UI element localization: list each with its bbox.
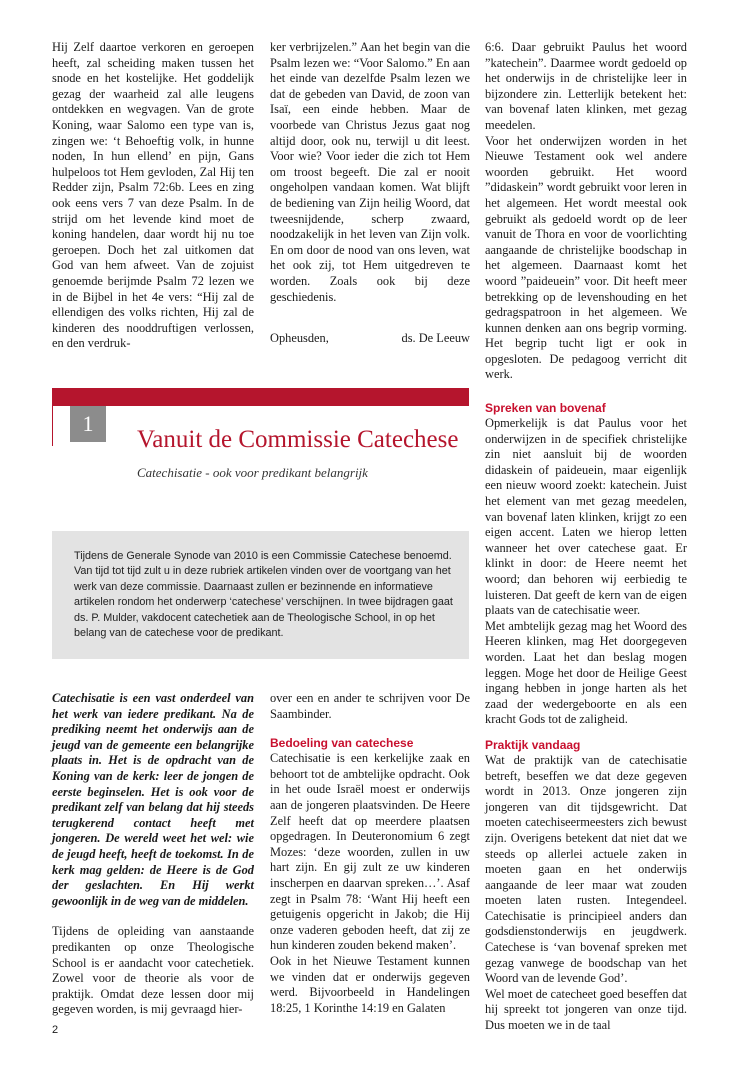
- body-paragraph: ker verbrijzelen.” Aan het begin van die Psalm lezen we: “Voor Salomo.” En aan het einde van dezelfde Psalm lezen we dat de gebeden van David, de zoon van Isaï, een einde hebben. Maar de voorbede van Christus Jezus gaat nog altijd door, ook nu, terwijl u dit leest. Voor wie? Voor ieder die zich tot Hem om troost begeeft. Die zal er nooit ongeholpen vandaan komen. Wat blijft de bediening van Zijn heilig Woord, dat tweesnijdende, scherp zwaard, noodzakelijk in het leven van Zijn volk. En om door de nood van ons leven, wat het ook zij, tot Hem uitgedreven te worden. Zoals ook bij deze geschiedenis.: [270, 40, 470, 304]
- section-header-rule: [52, 406, 53, 446]
- column-2-top: [270, 40, 470, 347]
- subheading: Bedoeling van catechese: [270, 736, 414, 751]
- body-paragraph: over een en ander te schrijven voor De Saambinder.: [270, 691, 470, 721]
- column-2-bottom: [270, 691, 470, 1016]
- signature-name: ds. De Leeuw: [401, 331, 470, 346]
- section-number-badge: 1: [70, 406, 106, 442]
- body-paragraph: Opmerkelijk is dat Paulus voor het onderwijzen in de specifiek christelijke zin niet aansluit bij de woorden didaskein of paideuein, maar eigenlijk een nieuw woord zoekt: katechein. Juist het element van met gezag meedelen, van bovenaf laten klinken, krijgt zo een eigen accent. Laten we hierop letten wanneer het over catechese gaat. Er klinkt in door: de Heere neemt het woord; dan behoren wij eerbiedig te luisteren. Dat geeft de kern van de eigen plaats van de catechisatie weer.: [485, 416, 687, 618]
- page-number: 2: [52, 1024, 59, 1036]
- signature: [270, 331, 470, 347]
- subheading: Praktijk vandaag: [485, 737, 581, 752]
- section-title: Vanuit de Commissie Catechese: [137, 426, 459, 453]
- body-paragraph: Wel moet de catecheet goed beseffen dat hij spreekt tot jongeren van onze tijd. Dus moeten we in de taal: [485, 986, 687, 1033]
- body-paragraph: Tijdens de opleiding van aanstaande predikanten op onze Theologische School is er aandacht voor catechetiek. Zowel voor de theorie als voor de praktijk. Omdat deze lessen door mij gegeven worden, is mij gevraagd hier-: [52, 924, 254, 1017]
- section-header-band: [52, 388, 469, 406]
- intro-box-text: Tijdens de Generale Synode van 2010 is een Commissie Catechese benoemd. Van tijd tot tijd zult u in deze rubriek artikelen vinden over de voortgang van het werk van deze commissie. Daarnaast zullen er bezinnende en informatieve artikelen rondom het onderwerp ‘catechese’ verschijnen. In twee bijdragen gaat ds. P. Mulder, vakdocent catechetiek aan de Theologische School, in op het belang van de catechese voor de predikant.: [74, 550, 453, 640]
- body-paragraph: 6:6. Daar gebruikt Paulus het woord ”katechein”. Daarmee wordt gedoeld op het onderwijs in de christelijke leer in bijzondere zin. Letterlijk betekent het: van bovenaf laten klinken, met gezag meedelen.: [485, 40, 687, 132]
- body-paragraph: Ook in het Nieuwe Testament kunnen we vinden dat er onderwijs gegeven werd. Bijvoorbeeld in Handelingen 18:25, 1 Korinthe 14:19 en Galaten: [270, 953, 470, 1015]
- section-subtitle: Catechisatie - ook voor predikant belangrijk: [137, 465, 368, 480]
- subheading: Spreken van bovenaf: [485, 401, 606, 416]
- body-paragraph: Catechisatie is een kerkelijke zaak en behoort tot de ambtelijke opdracht. Ook in het oude Israël moest er onderwijs aan de jongeren plaatsvinden. De Heere Zelf heeft dat op meerdere plaatsen opgedragen. In Deuteronomium 6 zegt Mozes: ‘deze woorden, zullen in uw hart zijn. En gij zult ze uw kinderen inscherpen en daarvan spreken…’. Asaf zegt in Psalm 78: ‘Want Hij heeft een getuigenis opgericht in Jakob; die Hij onze vaderen geboden heeft, dat zij ze hun kinderen zouden bekend maken’.: [270, 751, 470, 953]
- body-paragraph: Hij Zelf daartoe verkoren en geroepen heeft, zal scheiding maken tussen het snode en het kostelijke. Het goddelijk gezag der waarheid zal alle leugens ontdekken en wegvagen. Van de grote Koning, waar Salomo een type van is, zingen we: ‘t Behoeftig volk, in hunne noden, In hun ellend’ en pijn, Gans hulpeloos tot Hem gevloden, Zal Hij ten Redder zijn, Psalm 72:6b. Lees en zing ook eens vers 7 van deze Psalm. In de strijd om het levende kind moet de koning handelen, daar wordt hij nu toe geroepen. Doch het zal uitkomen dat God van hem afweet. Van de zojuist genoemde berijmde Psalm 72 lezen we in de Bijbel in het 4e vers: “Hij zal de ellendigen des volks richten, Hij zal de kinderen des nooddruftigen verlossen, en den verdruk-: [52, 40, 254, 351]
- body-paragraph: Met ambtelijk gezag mag het Woord des Heeren klinken, mag Het doorgegeven worden. Laat het dan beslag mogen leggen. Moge het door de Heilige Geest ingang hebben in jonge harten als het zaad der wedergeboorte en als een kracht Gods tot de zaligheid.: [485, 618, 687, 727]
- column-1-bottom: [52, 691, 254, 1018]
- body-paragraph: Voor het onderwijzen worden in het Nieuwe Testament ook wel andere woorden gebruikt. Het woord ”didaskein” wordt gebruikt voor leren in het algemeen. Het wordt meestal ook gebruikt als gedoeld wordt op de leer vanuit de Thora en voor de voorlichting aangaande de christelijke boodschap in het algemeen. Daarnaast komt het woord ”paideuein” voor. Dit heeft meer betrekking op de levenshouding en het gedragspatroon in het algemeen. We kunnen denken aan ons begrip vorming. Het begrip tucht ligt er ook in opgesloten. De pedagoog verricht dit werk.: [485, 133, 687, 382]
- column-1-top: [52, 40, 254, 352]
- lead-paragraph: Catechisatie is een vast onderdeel van het werk van iedere predikant. Na de prediking neemt het onderwijs aan de jeugd van de gemeente een belangrijke plaats in. Het is de opdracht van de Koning van de kerk: leer de jongen de eerste beginselen. Het is ook voor de predikant zelf van belang dat hij steeds terugkerend contact heeft met jongeren. De wereld weet het wel: wie de jeugd heeft, heeft de toekomst. In de kerk mag gelden: de Heere is de God der geslachten. En Hij werkt gewoonlijk in de weg van de middelen.: [52, 691, 254, 908]
- column-3: [485, 40, 687, 1034]
- body-paragraph: Wat de praktijk van de catechisatie betreft, beseffen we dat deze gegeven wordt in 2013. Onze jongeren zijn jongeren van dit tijdsgewricht. Dat moeten catechiseermeesters zich bewust zijn. Overigens betekent dat niet dat we steeds op allerlei actuele zaken in moeten gaan en het onderwijs aangaande de leer maar wat zouden moeten laten rusten. Integendeel. Catechisatie is principieel anders dan godsdienstonderwijs en jeugdwerk. Catechese is ‘van bovenaf spreken met gezag vanwege de boodschap van het Woord van de levende God’.: [485, 752, 687, 986]
- intro-box: [52, 531, 469, 659]
- signature-place: Opheusden,: [270, 331, 329, 346]
